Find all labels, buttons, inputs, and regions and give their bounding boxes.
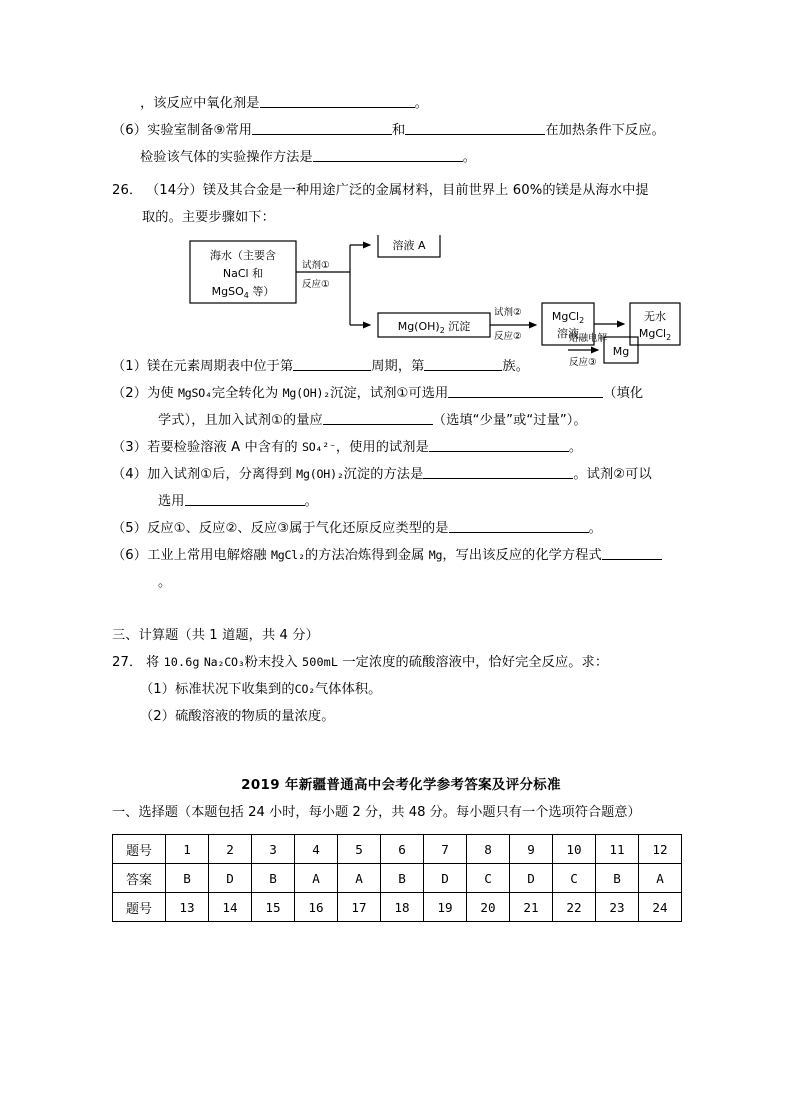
q25-item6-line2 bbox=[112, 144, 690, 171]
q26-item4-t5: 。 bbox=[304, 494, 318, 509]
q26-item4-blank2[interactable] bbox=[185, 492, 305, 506]
answer-key-table bbox=[112, 834, 682, 922]
page-content bbox=[112, 90, 690, 922]
flow-label-reagent2: 试剂② bbox=[494, 307, 522, 318]
cell-a9: D bbox=[510, 864, 553, 893]
q26-item5-blank[interactable] bbox=[449, 519, 589, 533]
q25-item6-blank1[interactable] bbox=[252, 121, 392, 135]
cell-q20: 20 bbox=[467, 893, 510, 922]
cell-a12: A bbox=[639, 864, 682, 893]
q26-item3-label: （3） bbox=[112, 440, 148, 455]
cell-q3: 3 bbox=[252, 835, 295, 864]
q26-item1-label: （1） bbox=[112, 359, 148, 374]
flow-label-electrolysis: 熔融电解 bbox=[569, 333, 608, 344]
q25-oxidant-text: ，该反应中氧化剂是 bbox=[140, 96, 260, 111]
answer-key-section-heading-text: 一、选择题（本题包括 24 小时，每小题 2 分，共 48 分。每小题只有一个选项符合题意） bbox=[112, 805, 641, 820]
q25-item6-period: 。 bbox=[462, 150, 477, 165]
cell-q6: 6 bbox=[381, 835, 424, 864]
q27-volume: 500mL bbox=[302, 655, 339, 669]
flowchart-electrolysis-tail bbox=[112, 325, 690, 381]
cell-q2: 2 bbox=[209, 835, 252, 864]
q27-item2-t1: 硫酸溶液的物质的量浓度。 bbox=[175, 709, 335, 724]
row-label-answer: 答案 bbox=[113, 864, 166, 893]
flow-mgcl2-solution-line2: 溶液 bbox=[557, 327, 579, 340]
q26-item6-line2 bbox=[112, 569, 690, 596]
cell-a5: A bbox=[338, 864, 381, 893]
q26-stem-text2: 取的。主要步骤如下： bbox=[142, 210, 275, 225]
cell-q8: 8 bbox=[467, 835, 510, 864]
q26-item2-chem1: MgSO₄ bbox=[177, 386, 212, 400]
cell-a11: B bbox=[596, 864, 639, 893]
q27-stem bbox=[112, 649, 690, 676]
section3-heading bbox=[112, 622, 690, 649]
cell-q22: 22 bbox=[553, 893, 596, 922]
cell-a3: B bbox=[252, 864, 295, 893]
q26-item2-line2 bbox=[112, 407, 690, 434]
cell-q16: 16 bbox=[295, 893, 338, 922]
answer-key-section-heading bbox=[112, 798, 690, 828]
q27-t2: 粉末投入 bbox=[244, 655, 303, 670]
cell-a2: D bbox=[209, 864, 252, 893]
q27-chem: Na₂CO₃ bbox=[203, 655, 245, 669]
q26-item2-t6: （选填“少量”或“过量”）。 bbox=[432, 413, 587, 428]
q25-item6-verify-text: 检验该气体的实验操作方法是 bbox=[140, 150, 313, 165]
row-label-question-2: 题号 bbox=[113, 893, 166, 922]
flow-seawater-line2: NaCl 和 bbox=[222, 267, 264, 280]
q27-item1-chem: CO₂ bbox=[294, 682, 316, 696]
cell-q11: 11 bbox=[596, 835, 639, 864]
q25-oxidant-period: 。 bbox=[414, 96, 428, 111]
cell-q12: 12 bbox=[639, 835, 682, 864]
cell-q10: 10 bbox=[553, 835, 596, 864]
q26-item2-chem2: Mg(OH)₂ bbox=[282, 386, 331, 400]
q25-item6-blank3[interactable] bbox=[313, 148, 463, 162]
q26-item4-label: （4） bbox=[112, 467, 148, 482]
q26-item5 bbox=[112, 515, 690, 542]
cell-q19: 19 bbox=[424, 893, 467, 922]
cell-a7: D bbox=[424, 864, 467, 893]
q27-item1-t2: 气体体积。 bbox=[315, 682, 382, 697]
flow-solution-a: 溶液 A bbox=[392, 239, 426, 252]
cell-q21: 21 bbox=[510, 893, 553, 922]
q26-item2-t5: 学式），且加入试剂①的量应 bbox=[158, 413, 323, 428]
q26-item1-seg1: 镁在元素周期表中位于第 bbox=[147, 359, 294, 374]
q26-stem-line2 bbox=[112, 204, 690, 231]
table-row-questions-first bbox=[113, 835, 682, 864]
flow-seawater-line1: 海水（主要含 bbox=[210, 249, 276, 262]
table-row-answers-first bbox=[113, 864, 682, 893]
q26-item2-t3: 沉淀，试剂①可选用 bbox=[330, 386, 449, 401]
q26-item6-blank[interactable] bbox=[602, 546, 662, 560]
spacer-before-section3 bbox=[112, 596, 690, 622]
q26-item2-blank1[interactable] bbox=[448, 384, 603, 398]
q26-item6-chem2: Mg bbox=[428, 548, 443, 562]
q26-item4-line2 bbox=[112, 488, 690, 515]
flow-label-reaction1: 反应① bbox=[302, 279, 330, 290]
q26-item6-period: 。 bbox=[158, 575, 172, 590]
q26-item4-chem: Mg(OH)₂ bbox=[296, 467, 344, 481]
cell-q1: 1 bbox=[166, 835, 209, 864]
cell-a1: B bbox=[166, 864, 209, 893]
flow-label-reaction3: 反应③ bbox=[569, 357, 597, 368]
q26-item4-line1 bbox=[112, 461, 690, 488]
flow-precipitate: $Mg(OH)_2$ 沉淀 bbox=[397, 320, 471, 335]
flow-anhydrous-line1: 无水 bbox=[644, 310, 666, 323]
flow-label-reagent1: 试剂① bbox=[302, 260, 330, 271]
q27-item2 bbox=[112, 703, 690, 730]
q27-item1 bbox=[112, 676, 690, 703]
q25-item6-text2: 在加热条件下反应。 bbox=[545, 123, 665, 138]
q25-oxidant-blank[interactable] bbox=[260, 94, 415, 108]
q26-item2-t1: 为使 bbox=[147, 386, 178, 401]
cell-q9: 9 bbox=[510, 835, 553, 864]
answer-key-title-text: 2019 年新疆普通高中会考化学参考答案及评分标准 bbox=[241, 778, 561, 793]
table-row-questions-second bbox=[113, 893, 682, 922]
q26-item3-chem: SO₄²⁻ bbox=[301, 440, 336, 454]
q26-item5-label: （5） bbox=[112, 521, 148, 536]
q26-item2-line1 bbox=[112, 380, 690, 407]
section3-heading-text: 三、计算题（共 1 道题，共 4 分） bbox=[112, 628, 319, 643]
q26-item2-t2: 完全转化为 bbox=[211, 386, 283, 401]
q26-stem-line1 bbox=[112, 177, 690, 204]
cell-q7: 7 bbox=[424, 835, 467, 864]
q26-item3-t3: 。 bbox=[568, 440, 583, 455]
q26-item5-t1: 反应①、反应②、反应③属于气化还原反应类型的是 bbox=[147, 521, 449, 536]
q25-oxidant-line bbox=[112, 90, 690, 117]
q26-item2-label: （2） bbox=[112, 386, 148, 401]
q25-item6-and: 和 bbox=[392, 123, 406, 138]
q26-item3-t2: ，使用的试剂是 bbox=[335, 440, 429, 455]
row-label-question: 题号 bbox=[113, 835, 166, 864]
flow-seawater-line3: MgSO$_4$ 等） bbox=[211, 285, 275, 300]
q25-item6-line1 bbox=[112, 117, 690, 144]
flow-anhydrous-line2: MgCl$_2$ bbox=[638, 327, 672, 342]
flow-magnesium: Mg bbox=[612, 345, 630, 358]
q26-item4-t3: 。试剂②可以 bbox=[573, 467, 652, 482]
q27-mass: 10.6g bbox=[163, 655, 200, 669]
q27-t1: 将 bbox=[146, 655, 164, 670]
cell-a10: C bbox=[553, 864, 596, 893]
cell-q13: 13 bbox=[166, 893, 209, 922]
q26-item4-blank1[interactable] bbox=[423, 465, 573, 479]
q27-item1-t1: 标准状况下收集到的 bbox=[175, 682, 295, 697]
q27-item2-label: （2） bbox=[140, 709, 176, 724]
q26-item6-line1 bbox=[112, 542, 690, 569]
q26-item4-t1: 加入试剂①后，分离得到 bbox=[147, 467, 297, 482]
flow-label-reaction2: 反应② bbox=[494, 331, 522, 342]
q27-t3: 一定浓度的硫酸溶液中，恰好完全反应。求： bbox=[338, 655, 609, 670]
cell-q4: 4 bbox=[295, 835, 338, 864]
q26-item1-seg3: 族。 bbox=[502, 359, 529, 374]
q25-item6-label: （6） bbox=[112, 123, 148, 138]
q26-item4-t2: 沉淀的方法是 bbox=[343, 467, 424, 482]
q26-item2-t4: （填化 bbox=[603, 386, 644, 401]
q26-item3-t1: 若要检验溶液 A 中含有的 bbox=[147, 440, 302, 455]
cell-q5: 5 bbox=[338, 835, 381, 864]
cell-q23: 23 bbox=[596, 893, 639, 922]
q26-item2-blank2[interactable] bbox=[323, 411, 433, 425]
cell-a6: B bbox=[381, 864, 424, 893]
q25-item6-blank2[interactable] bbox=[405, 121, 545, 135]
q26-stem-text1: （14分）镁及其合金是一种用途广泛的金属材料，目前世界上 60%的镁是从海水中提 bbox=[146, 183, 649, 198]
answer-key-title bbox=[112, 774, 690, 798]
q26-item5-t2: 。 bbox=[588, 521, 602, 536]
q26-item6-t1: 工业上常用电解熔融 bbox=[147, 548, 271, 563]
q26-item6-t3: ，写出该反应的化学方程式 bbox=[442, 548, 602, 563]
cell-q24: 24 bbox=[639, 893, 682, 922]
cell-q18: 18 bbox=[381, 893, 424, 922]
cell-q15: 15 bbox=[252, 893, 295, 922]
q27-item1-label: （1） bbox=[140, 682, 176, 697]
q26-item6-label: （6） bbox=[112, 548, 148, 563]
q26-item3-blank[interactable] bbox=[429, 438, 569, 452]
cell-a4: A bbox=[295, 864, 338, 893]
cell-a8: C bbox=[467, 864, 510, 893]
q26-item6-t2: 的方法冶炼得到金属 bbox=[304, 548, 429, 563]
flow-mgcl2-solution-line1: MgCl$_2$ bbox=[551, 310, 585, 325]
q26-item3 bbox=[112, 434, 690, 461]
q26-item6-chem1: MgCl₂ bbox=[270, 548, 305, 562]
q26-number: 26． bbox=[112, 183, 143, 198]
cell-q14: 14 bbox=[209, 893, 252, 922]
cell-q17: 17 bbox=[338, 893, 381, 922]
q26-item1-seg2: 周期，第 bbox=[371, 359, 425, 374]
q27-number: 27． bbox=[112, 655, 143, 670]
q25-item6-text1: 实验室制备⑨常用 bbox=[147, 123, 253, 138]
q26-item4-t4: 选用 bbox=[158, 494, 185, 509]
